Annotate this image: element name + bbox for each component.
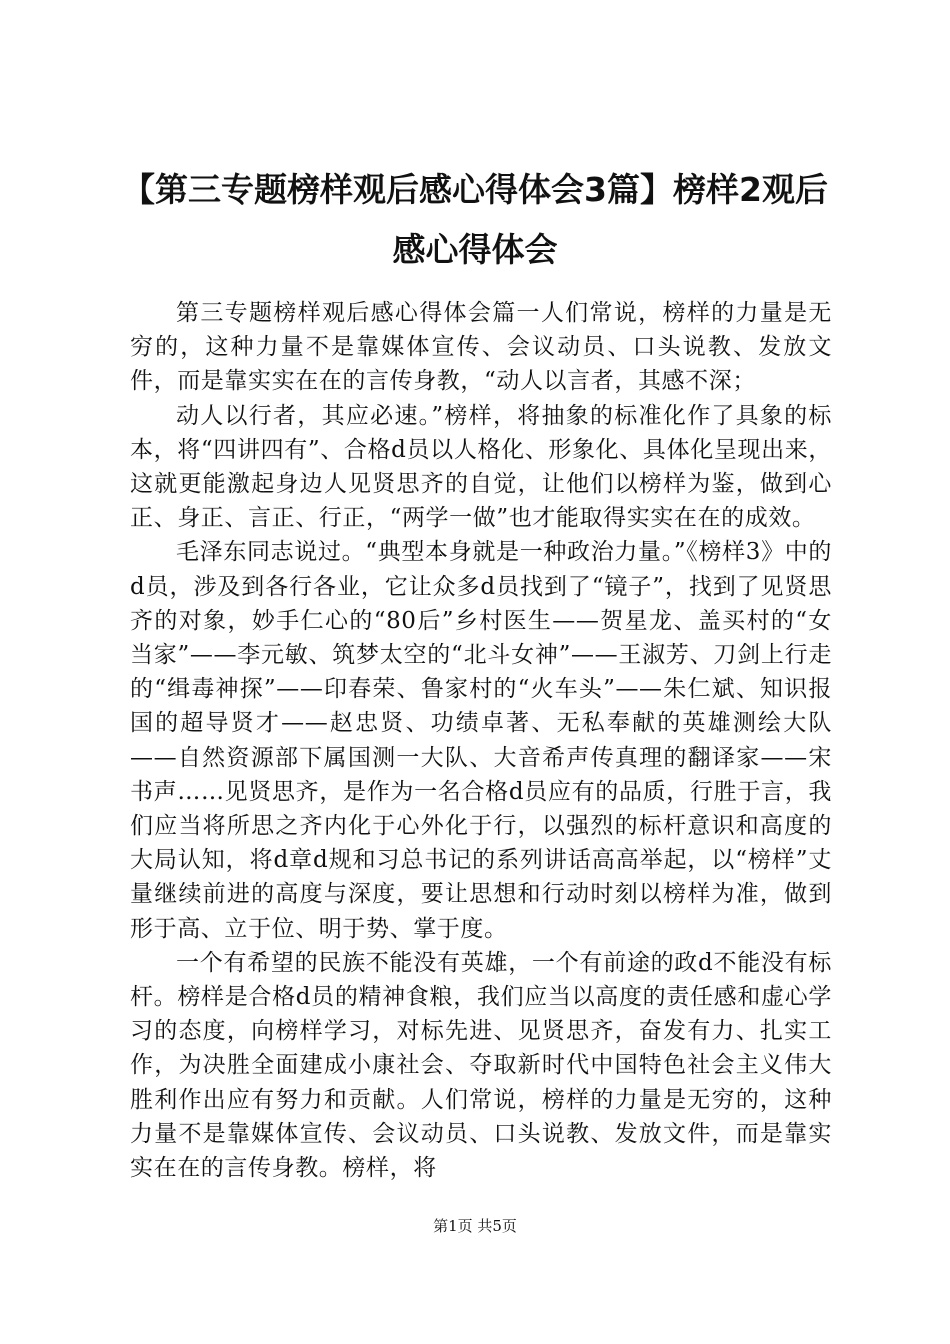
paragraph-4: 一个有希望的民族不能没有英雄，一个有前途的政d不能没有标杆。榜样是合格d员的精神食粮，我们应当以高度的责任感和虚心学习的态度，向榜样学习，对标先进、见贤思齐，奋发有力、扎实工作，为决胜全面建成小康社会、夺取新时代中国特色社会主义伟大胜利作出应有努力和贡献。人们常说，榜样的力量是无穷的，这种力量不是靠媒体宣传、会议动员、口头说教、发放文件，而是靠实实在在的言传身教。榜样，将 bbox=[130, 949, 832, 1182]
document-title: 【第三专题榜样观后感心得体会3篇】榜样2观后感心得体会 bbox=[122, 170, 828, 269]
paragraph-3: 毛泽东同志说过。“典型本身就是一种政治力量。”《榜样3》中的d员，涉及到各行各业，它让众多d员找到了“镜子”，找到了见贤思齐的对象，妙手仁心的“80后”乡村医生——贺星龙、盖买村的“女当家”——李元敏、筑梦太空的“北斗女神”——王淑芳、刀剑上行走的“缉毒神探”——印春荣、鲁家村的“火车头”——朱仁斌、知识报国的超导贤才——赵忠贤、功绩卓著、无私奉献的英雄测绘大队——自然资源部下属国测一大队、大音希声传真理的翻译家——宋书声……见贤思齐，是作为一名合格d员应有的品质，行胜于言，我们应当将所思之齐内化于心外化于行，以强烈的标杆意识和高度的大局认知，将d章d规和习总书记的系列讲话高高举起，以“榜样”丈量继续前进的高度与深度，要让思想和行动时刻以榜样为准，做到形于高、立于位、明于势、掌于度。 bbox=[130, 539, 832, 942]
page-number-footer: 第1页 共5页 bbox=[433, 1217, 517, 1235]
paragraph-2: 动人以行者，其应必速。”榜样，将抽象的标准化作了具象的标本，将“四讲四有”、合格d员以人格化、形象化、具体化呈现出来，这就更能激起身边人见贤思齐的自觉，让他们以榜样为鉴，做到心正、身正、言正、行正，“两学一做”也才能取得实实在在的成效。 bbox=[130, 402, 832, 532]
paragraph-1: 第三专题榜样观后感心得体会篇一人们常说，榜样的力量是无穷的，这种力量不是靠媒体宣传、会议动员、口头说教、发放文件，而是靠实实在在的言传身教，“动人以言者，其感不深； bbox=[130, 300, 832, 395]
document-body bbox=[130, 296, 832, 1185]
